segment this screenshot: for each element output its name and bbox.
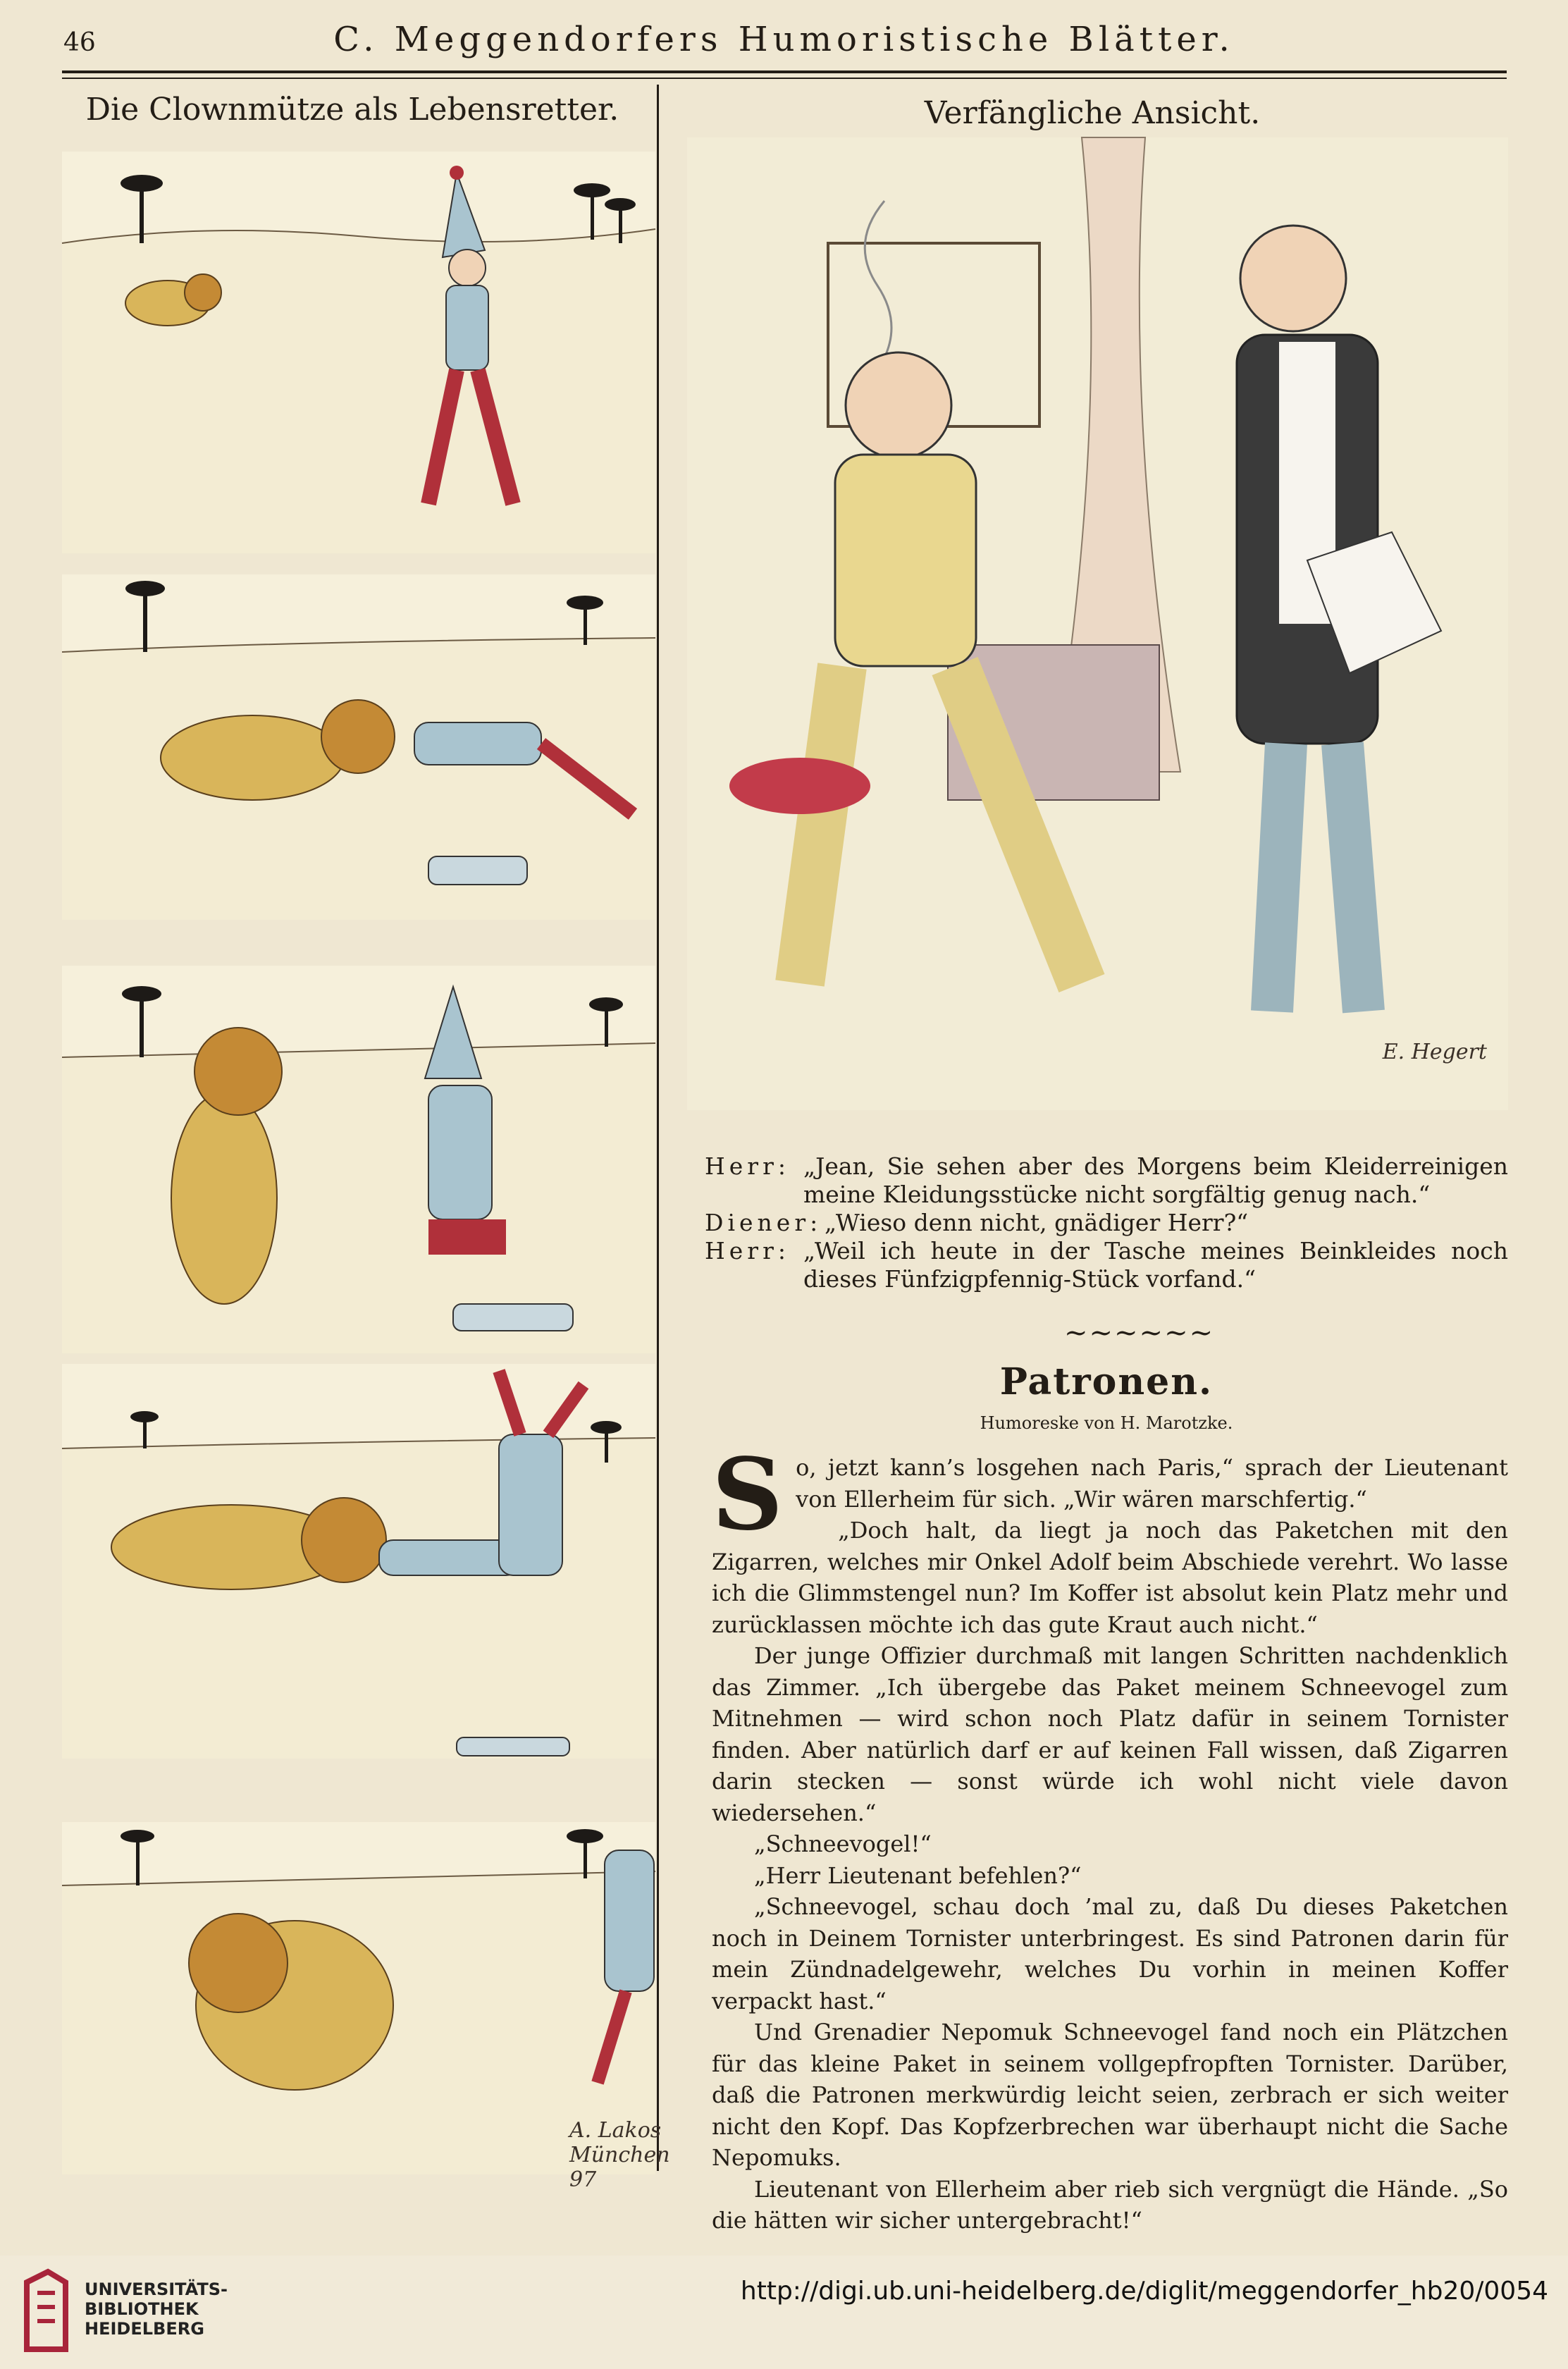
comic-panel-2: [62, 574, 655, 920]
cartoon-signature: E. Hegert: [1382, 1040, 1487, 1064]
dialogue-line: [705, 1209, 1508, 1237]
comic-panel-1: [62, 152, 655, 553]
dialogue-line: [705, 1237, 1508, 1293]
drop-cap: S: [712, 1437, 784, 1553]
library-name-line: UNIVERSITÄTS-: [85, 2279, 228, 2299]
column-divider: [657, 85, 659, 2171]
story-byline: Humoreske von H. Marotzke.: [980, 1413, 1233, 1433]
dialogue-text: „Wieso denn nicht, gnädiger Herr?“: [825, 1209, 1249, 1236]
dialogue-text: „Jean, Sie sehen aber des Morgens beim Kleiderreinigen meine Kleidungsstücke nicht sorgfältig genug nach.“: [803, 1152, 1508, 1208]
dialogue-text: „Weil ich heute in der Tasche meines Beinkleides noch dieses Fünfzigpfennig-Stück vorfand.“: [803, 1237, 1508, 1293]
story-title: Patronen.: [999, 1360, 1214, 1403]
standing-servant: [1237, 226, 1441, 1011]
library-name[interactable]: [85, 2279, 228, 2339]
story-paragraph: „Schneevogel, schau doch ’mal zu, daß Du dieses Paketchen noch in Deinem Tornister unterbringest. Es sind Patronen darin für mein Zündnadelgewehr, welches Du vorhin in meinen Koffer verpackt hast.“: [712, 1893, 1508, 2014]
library-name-line: BIBLIOTHEK: [85, 2299, 199, 2319]
comic-signature: A. Lakos München 97: [569, 2118, 670, 2192]
story-paragraph: Und Grenadier Nepomuk Schneevogel fand noch ein Plätzchen für das kleine Paket in seinem vollgepfropften Tornister. Darüber, daß die Patronen merkwürdig leicht seien, zerbrach er sich weiter nicht den Kopf. Das Kopfzerbrechen war überhaupt nicht die Sache Nepomuks.: [712, 2019, 1508, 2171]
library-name-line: HEIDELBERG: [85, 2319, 204, 2339]
cartoon-title: Verfängliche Ansicht.: [924, 95, 1261, 131]
dialogue-line: [705, 1152, 1508, 1209]
section-separator: ~~~~~~: [1064, 1317, 1215, 1349]
story-paragraph-text: o, jetzt kann’s losgehen nach Paris,“ sprach der Lieutenant von Ellerheim für sich. „Wir wären marschfertig.“: [796, 1454, 1508, 1513]
header-rule-thin: [62, 78, 1507, 79]
story-paragraph: „Doch halt, da liegt ja noch das Paketchen mit den Zigarren, welches mir Onkel Adolf beim Abschiede verehrt. Wo lasse ich die Glimmstengel nun? Im Koffer ist absolut kein Platz mehr und zurücklassen möchte ich das gute Kraut auch nicht.“: [712, 1517, 1508, 1638]
story-paragraph: Der junge Offizier durchmaß mit langen Schritten nachdenklich das Zimmer. „Ich übergebe das Paket meinem Schneevogel zum Mitnehmen — wird schon noch Platz dafür in seinem Tornister finden. Aber natürlich darf er auf keinen Fall wissen, daß Zigarren darin stecken — sonst würde ich wohl nicht viele davon wiedersehen.“: [712, 1642, 1508, 1826]
comic-panel-5: [62, 1822, 670, 2192]
cartoon-illustration: [687, 137, 1508, 1110]
library-logo-icon[interactable]: [20, 2268, 73, 2356]
story-paragraph: Lieutenant von Ellerheim aber rieb sich vergnügt die Hände. „So die hätten wir sicher untergebracht!“: [712, 2175, 1508, 2234]
story-paragraph: [712, 1437, 1508, 1553]
story-paragraph: „Schneevogel!“: [754, 1830, 932, 1857]
comic-title: Die Clownmütze als Lebensretter.: [85, 92, 619, 128]
viewer-footer: [0, 2256, 1568, 2369]
page-number: 46: [63, 28, 96, 57]
source-url-link[interactable]: http://digi.ub.uni-heidelberg.de/diglit/meggendorfer_hb20/0054: [740, 2277, 1548, 2306]
dialogue-speaker: Herr:: [705, 1152, 790, 1180]
header-rule-thick: [62, 70, 1507, 73]
cartoon-dialogue: [705, 1152, 1508, 1293]
dialogue-speaker: Herr:: [705, 1237, 790, 1265]
magazine-title: C. Meggendorfers Humoristische Blätter.: [333, 20, 1235, 59]
comic-panel-3: [62, 966, 655, 1353]
dialogue-speaker: Diener:: [705, 1209, 822, 1236]
story-paragraph: „Herr Lieutenant befehlen?“: [754, 1862, 1082, 1889]
comic-panel-4: [62, 1364, 655, 1759]
story-text: [712, 1437, 1508, 2236]
